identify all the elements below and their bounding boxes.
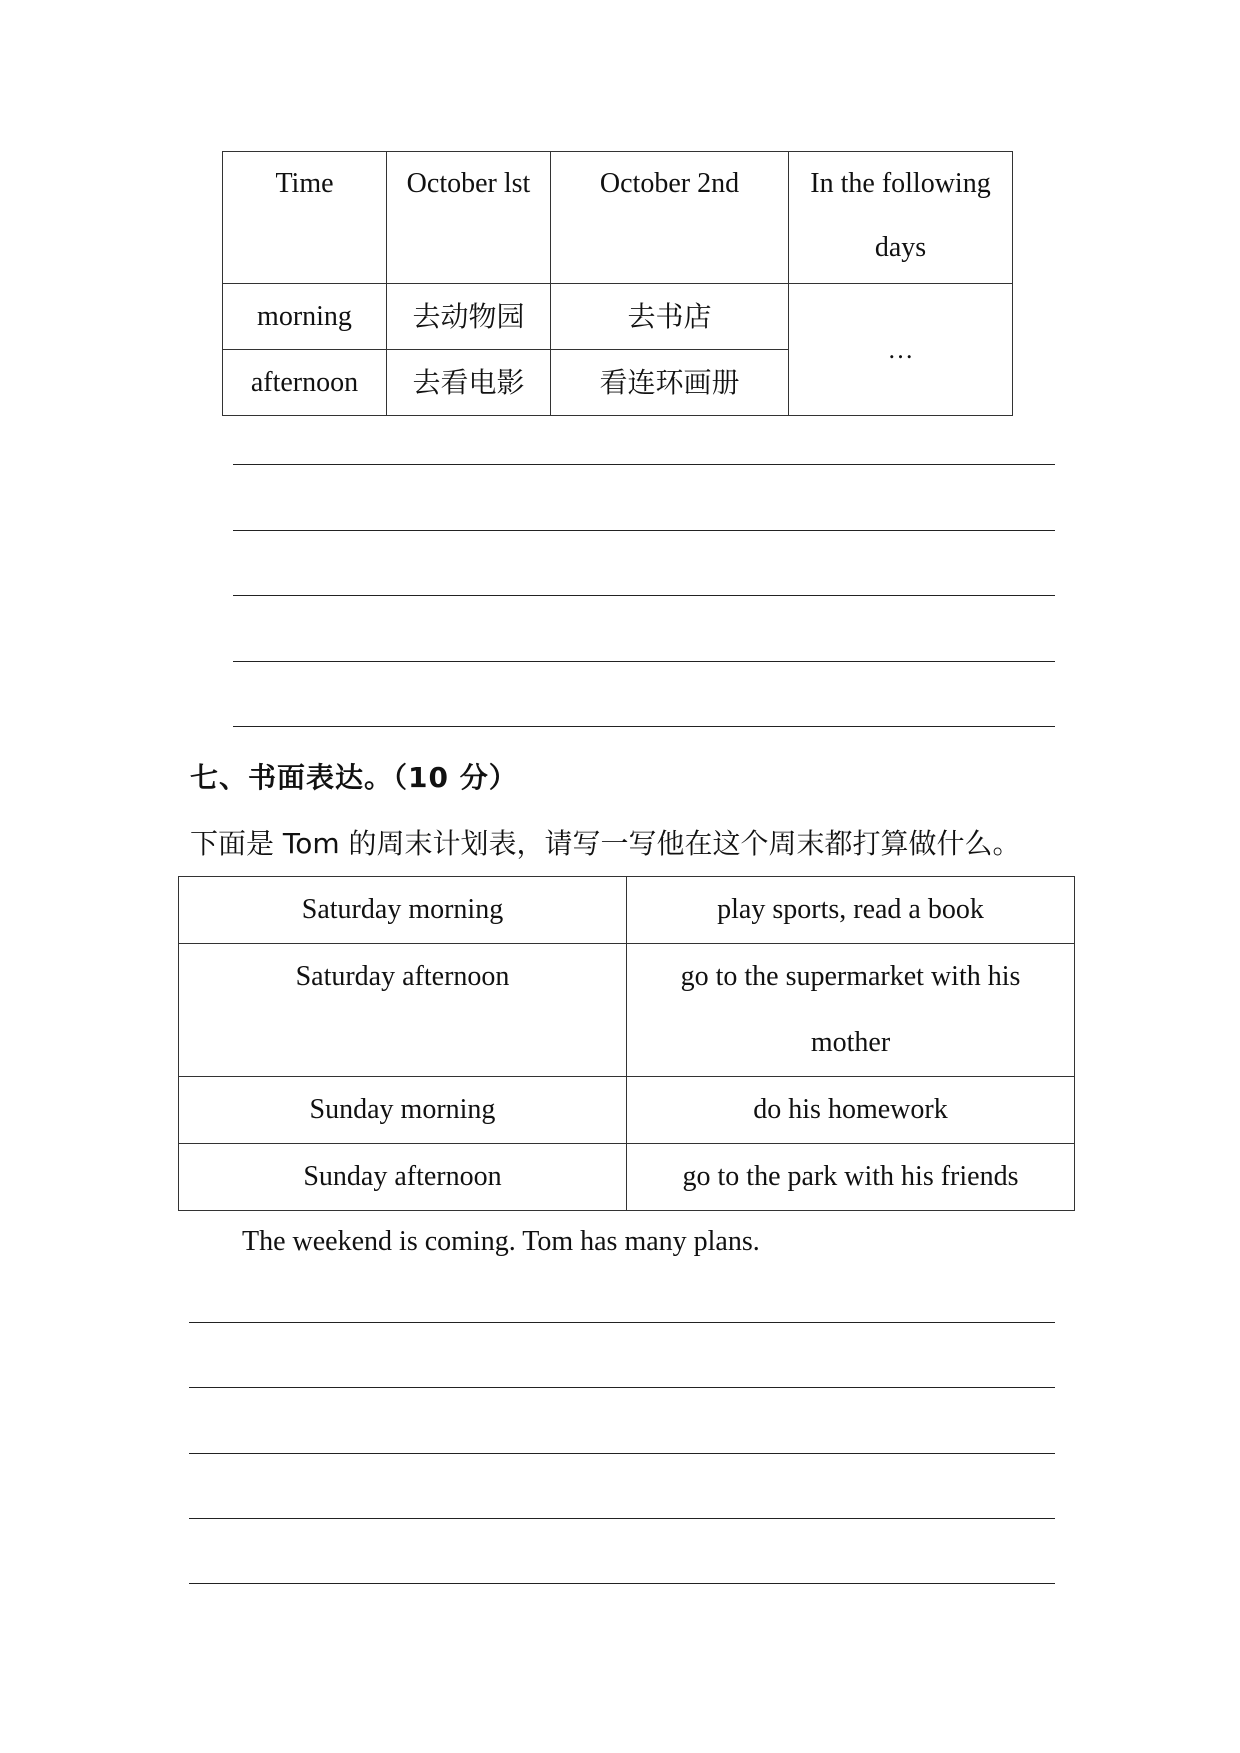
header-cell-october-1: October lst	[387, 152, 551, 284]
answer-line[interactable]	[233, 726, 1055, 727]
header-cell-october-2: October 2nd	[551, 152, 789, 284]
cell-oct1-morning: 去动物园	[387, 284, 551, 350]
table-row	[223, 284, 1013, 350]
cell-time: Sunday morning	[179, 1077, 627, 1144]
cell-oct2-morning: 去书店	[551, 284, 789, 350]
table-header-row	[223, 152, 1013, 284]
answer-line[interactable]	[233, 464, 1055, 465]
answer-line[interactable]	[189, 1583, 1055, 1584]
table-row	[179, 944, 1075, 1077]
answer-line[interactable]	[233, 661, 1055, 662]
weekend-plan-table	[178, 876, 1075, 1211]
october-schedule-table	[222, 151, 1013, 416]
answer-line[interactable]	[189, 1322, 1055, 1323]
cell-oct1-afternoon: 去看电影	[387, 350, 551, 416]
cell-plan: go to the park with his friends	[627, 1144, 1075, 1211]
table-row	[179, 877, 1075, 944]
cell-time: Saturday morning	[179, 877, 627, 944]
cell-time-morning: morning	[223, 284, 387, 350]
section-instruction: 下面是 Tom 的周末计划表，请写一写他在这个周末都打算做什么。	[190, 827, 1021, 860]
header-cell-time: Time	[223, 152, 387, 284]
header-cell-following-days: In the following days	[789, 152, 1013, 284]
cell-plan: play sports, read a book	[627, 877, 1075, 944]
answer-line[interactable]	[233, 595, 1055, 596]
cell-time: Sunday afternoon	[179, 1144, 627, 1211]
cell-time-afternoon: afternoon	[223, 350, 387, 416]
answer-line[interactable]	[189, 1453, 1055, 1454]
cell-time: Saturday afternoon	[179, 944, 627, 1077]
table-row	[179, 1144, 1075, 1211]
section-title: 七、书面表达。（10 分）	[190, 761, 518, 794]
answer-line[interactable]	[189, 1387, 1055, 1388]
cell-plan: go to the supermarket with his mother	[627, 944, 1075, 1077]
table-row	[179, 1077, 1075, 1144]
opening-sentence: The weekend is coming. Tom has many plans.	[242, 1226, 760, 1257]
cell-following-days: …	[789, 284, 1013, 416]
cell-plan: do his homework	[627, 1077, 1075, 1144]
answer-line[interactable]	[233, 530, 1055, 531]
answer-line[interactable]	[189, 1518, 1055, 1519]
cell-oct2-afternoon: 看连环画册	[551, 350, 789, 416]
